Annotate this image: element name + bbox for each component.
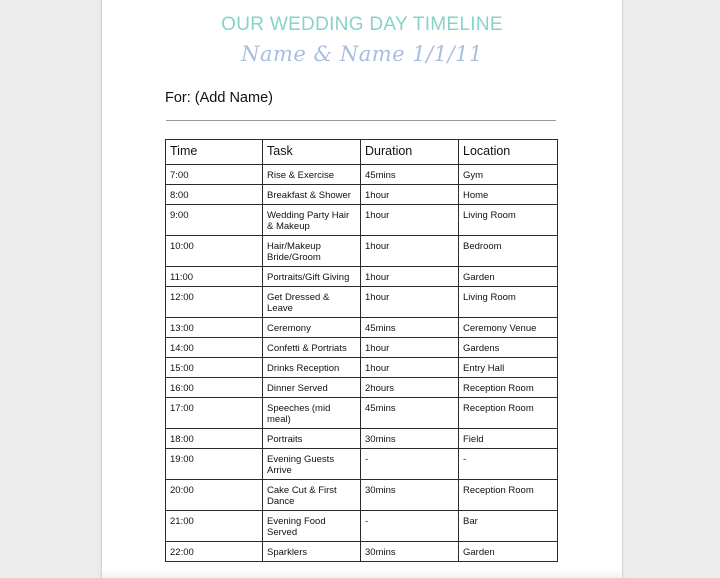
cell-duration: 1hour	[361, 236, 459, 267]
table-row	[166, 236, 558, 267]
cell-duration: 2hours	[361, 378, 459, 398]
cell-duration: -	[361, 511, 459, 542]
cell-duration: 30mins	[361, 429, 459, 449]
table-header-row	[166, 140, 558, 165]
table-row	[166, 480, 558, 511]
cell-duration: 30mins	[361, 542, 459, 562]
cell-task: Rise & Exercise	[263, 165, 361, 185]
page-subtitle: Name & Name 1/1/11	[241, 42, 483, 66]
cell-location: Field	[459, 429, 558, 449]
cell-location: Living Room	[459, 205, 558, 236]
table-row	[166, 318, 558, 338]
cell-duration: 1hour	[361, 287, 459, 318]
cell-time: 22:00	[166, 542, 263, 562]
cell-time: 11:00	[166, 267, 263, 287]
cell-time: 20:00	[166, 480, 263, 511]
cell-task: Cake Cut & First Dance	[263, 480, 361, 511]
cell-time: 9:00	[166, 205, 263, 236]
cell-duration: 1hour	[361, 338, 459, 358]
table-row	[166, 185, 558, 205]
cell-task: Confetti & Portriats	[263, 338, 361, 358]
cell-location: Home	[459, 185, 558, 205]
cell-time: 8:00	[166, 185, 263, 205]
cell-location: Reception Room	[459, 480, 558, 511]
cell-time: 12:00	[166, 287, 263, 318]
table-row	[166, 338, 558, 358]
cell-task: Sparklers	[263, 542, 361, 562]
cell-time: 19:00	[166, 449, 263, 480]
header-duration: Duration	[361, 140, 459, 165]
cell-location: Reception Room	[459, 378, 558, 398]
cell-duration: -	[361, 449, 459, 480]
cell-task: Ceremony	[263, 318, 361, 338]
cell-location: Garden	[459, 267, 558, 287]
divider-line	[166, 120, 556, 121]
table-row	[166, 511, 558, 542]
table-row	[166, 287, 558, 318]
table-row	[166, 398, 558, 429]
cell-task: Portraits	[263, 429, 361, 449]
cell-duration: 1hour	[361, 267, 459, 287]
table-row	[166, 449, 558, 480]
cell-location: Ceremony Venue	[459, 318, 558, 338]
header-time: Time	[166, 140, 263, 165]
cell-time: 17:00	[166, 398, 263, 429]
cell-location: -	[459, 449, 558, 480]
cell-duration: 45mins	[361, 318, 459, 338]
cell-time: 18:00	[166, 429, 263, 449]
cell-time: 10:00	[166, 236, 263, 267]
cell-location: Garden	[459, 542, 558, 562]
page-title: OUR WEDDING DAY TIMELINE	[221, 14, 503, 35]
cell-time: 14:00	[166, 338, 263, 358]
cell-task: Evening Guests Arrive	[263, 449, 361, 480]
table-row	[166, 429, 558, 449]
document-page	[101, 0, 623, 578]
table-row	[166, 542, 558, 562]
cell-task: Wedding Party Hair & Makeup	[263, 205, 361, 236]
table-row	[166, 267, 558, 287]
for-name-line: For: (Add Name)	[165, 90, 273, 106]
cell-duration: 1hour	[361, 358, 459, 378]
cell-task: Portraits/Gift Giving	[263, 267, 361, 287]
cell-location: Gardens	[459, 338, 558, 358]
cell-time: 15:00	[166, 358, 263, 378]
header-location: Location	[459, 140, 558, 165]
header-task: Task	[263, 140, 361, 165]
cell-duration: 1hour	[361, 185, 459, 205]
table-row	[166, 378, 558, 398]
timeline-body	[166, 165, 558, 562]
cell-task: Evening Food Served	[263, 511, 361, 542]
cell-duration: 1hour	[361, 205, 459, 236]
cell-duration: 30mins	[361, 480, 459, 511]
cell-location: Reception Room	[459, 398, 558, 429]
cell-task: Hair/Makeup Bride/Groom	[263, 236, 361, 267]
cell-task: Speeches (mid meal)	[263, 398, 361, 429]
cell-location: Living Room	[459, 287, 558, 318]
cell-time: 7:00	[166, 165, 263, 185]
cell-time: 13:00	[166, 318, 263, 338]
cell-location: Gym	[459, 165, 558, 185]
cell-time: 21:00	[166, 511, 263, 542]
cell-task: Breakfast & Shower	[263, 185, 361, 205]
table-row	[166, 358, 558, 378]
cell-duration: 45mins	[361, 165, 459, 185]
cell-task: Get Dressed & Leave	[263, 287, 361, 318]
timeline-table	[165, 139, 558, 562]
cell-task: Drinks Reception	[263, 358, 361, 378]
cell-location: Entry Hall	[459, 358, 558, 378]
cell-task: Dinner Served	[263, 378, 361, 398]
cell-location: Bar	[459, 511, 558, 542]
cell-location: Bedroom	[459, 236, 558, 267]
bottom-fade	[102, 568, 622, 578]
cell-time: 16:00	[166, 378, 263, 398]
cell-duration: 45mins	[361, 398, 459, 429]
table-row	[166, 165, 558, 185]
table-row	[166, 205, 558, 236]
